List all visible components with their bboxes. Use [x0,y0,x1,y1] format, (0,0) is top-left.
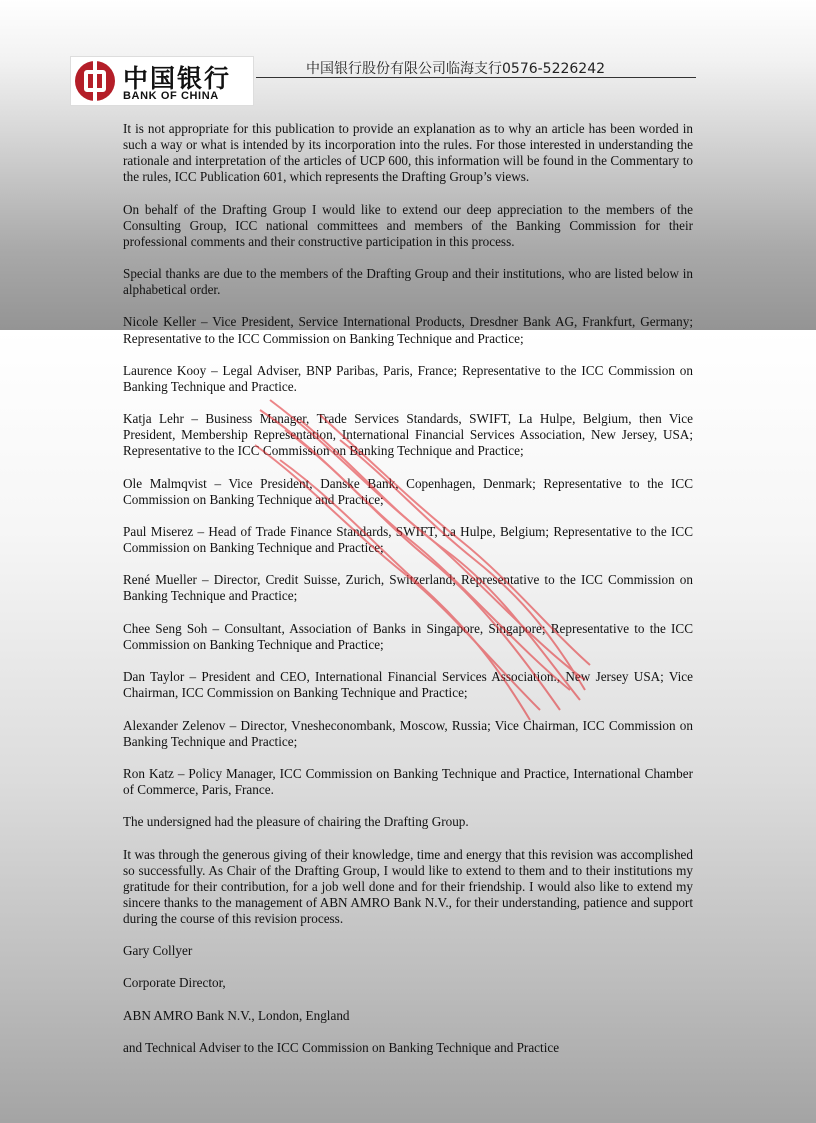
member-entry: Alexander Zelenov – Director, Vnesheconombank, Moscow, Russia; Vice Chairman, ICC Commission on Banking Technique and Practice; [123,717,693,749]
bank-emblem-icon [75,61,115,101]
member-entry: Laurence Kooy – Legal Adviser, BNP Paribas, Paris, France; Representative to the ICC Commission on Banking Technique and Practice. [123,362,693,394]
signature-line: Gary Collyer [123,943,193,959]
paragraph: It is not appropriate for this publication to provide an explanation as to why an article has been worded in such a way or what is intended by its incorporation into the rules. For those interested in understanding the rationale and interpretation of the articles of UCP 600, this information will be found in the Commentary to the rules, ICC Publication 601, which represents the Drafting Group’s views. [123,121,693,185]
member-entry: Chee Seng Soh – Consultant, Association of Banks in Singapore, Singapore; Representative to the ICC Commission on Banking Technique and Practice; [123,620,693,652]
document-body [123,121,693,1072]
member-entry: Ron Katz – Policy Manager, ICC Commission on Banking Technique and Practice, International Chamber of Commerce, Paris, France. [123,765,693,797]
signature-line: ABN AMRO Bank N.V., London, England [123,1007,350,1023]
member-entry: Katja Lehr – Business Manager, Trade Services Standards, SWIFT, La Hulpe, Belgium, then Vice President, Membership Representation, International Financial Services Association, New Jersey, USA; Representative to the ICC Commission on Banking Technique and Practice; [123,411,693,459]
bank-of-china-logo [70,56,254,106]
member-entry: René Mueller – Director, Credit Suisse, Zurich, Switzerland; Representative to the ICC Commission on Banking Technique and Practice; [123,572,693,604]
logo-chinese-name: 中国银行 [123,64,232,93]
member-entry: Nicole Keller – Vice President, Service International Products, Dresdner Bank AG, Frankfurt, Germany; Representative to the ICC Commission on Banking Technique and Practice; [123,314,693,346]
paragraph: It was through the generous giving of their knowledge, time and energy that this revision was accomplished so successfully. As Chair of the Drafting Group, I would like to extend to them and to their institutions my gratitude for their contribution, for a job well done and for their friendship. I would also like to extend my sincere thanks to the management of ABN AMRO Bank N.V., for their understanding, patience and support during the course of this revision process. [123,846,693,926]
logo-english-name: BANK OF CHINA [123,90,219,102]
member-entry: Dan Taylor – President and CEO, International Financial Services Association., New Jersey USA; Vice Chairman, ICC Commission on Banking Technique and Practice; [123,669,693,701]
signature-line: Corporate Director, [123,975,226,991]
paragraph: On behalf of the Drafting Group I would like to extend our deep appreciation to the members of the Consulting Group, ICC national committees and members of the Banking Commission for their professional comments and their constructive participation in this process. [123,201,693,249]
header-rule [256,77,696,78]
paragraph: The undersigned had the pleasure of chairing the Drafting Group. [123,814,469,830]
signature-block [123,943,693,1056]
paragraph: Special thanks are due to the members of the Drafting Group and their institutions, who are listed below in alphabetical order. [123,266,693,298]
member-entry: Ole Malmqvist – Vice President, Danske Bank, Copenhagen, Denmark; Representative to the ICC Commission on Banking Technique and Practice; [123,475,693,507]
page-header [70,56,696,104]
member-entry: Paul Miserez – Head of Trade Finance Standards, SWIFT, La Hulpe, Belgium; Representative to the ICC Commission on Banking Technique and Practice; [123,524,693,556]
header-contact-text: 中国银行股份有限公司临海支行0576-5226242 [306,61,606,77]
signature-line: and Technical Adviser to the ICC Commission on Banking Technique and Practice [123,1040,560,1056]
